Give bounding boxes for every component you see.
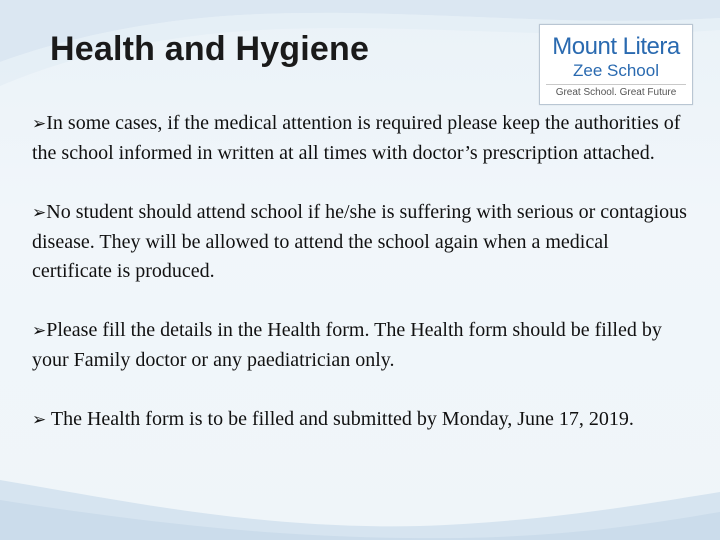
bullet-text: No student should attend school if he/she is suffering with serious or contagious disease. They will be allowed to attend the school again when a medical certificate is produced. [32,201,687,282]
logo-name: Mount Litera [552,33,680,60]
bullet-item [32,198,692,286]
bullet-text: In some cases, if the medical attention is required please keep the authorities of the school informed in written at all times with doctor’s prescription attached. [32,112,681,164]
bullet-item [32,109,692,168]
slide-title: Health and Hygiene [50,30,370,68]
arrow-bullet-icon: ➢ [32,114,47,134]
bullet-item [32,405,692,435]
logo-subname: Zee School [573,61,659,80]
school-logo [539,24,693,105]
bullet-text: The Health form is to be filled and submitted by Monday, June 17, 2019. [46,408,634,430]
arrow-bullet-icon: ➢ [32,321,47,341]
logo-tagline: Great School. Great Future [555,87,677,98]
bullet-item [32,316,692,375]
bullet-list [32,109,692,465]
arrow-bullet-icon: ➢ [32,203,47,223]
arrow-bullet-icon: ➢ [32,410,47,430]
logo-divider [546,84,686,85]
bullet-text: Please fill the details in the Health form. The Health form should be filled by your Family doctor or any paediatrician only. [32,319,662,371]
